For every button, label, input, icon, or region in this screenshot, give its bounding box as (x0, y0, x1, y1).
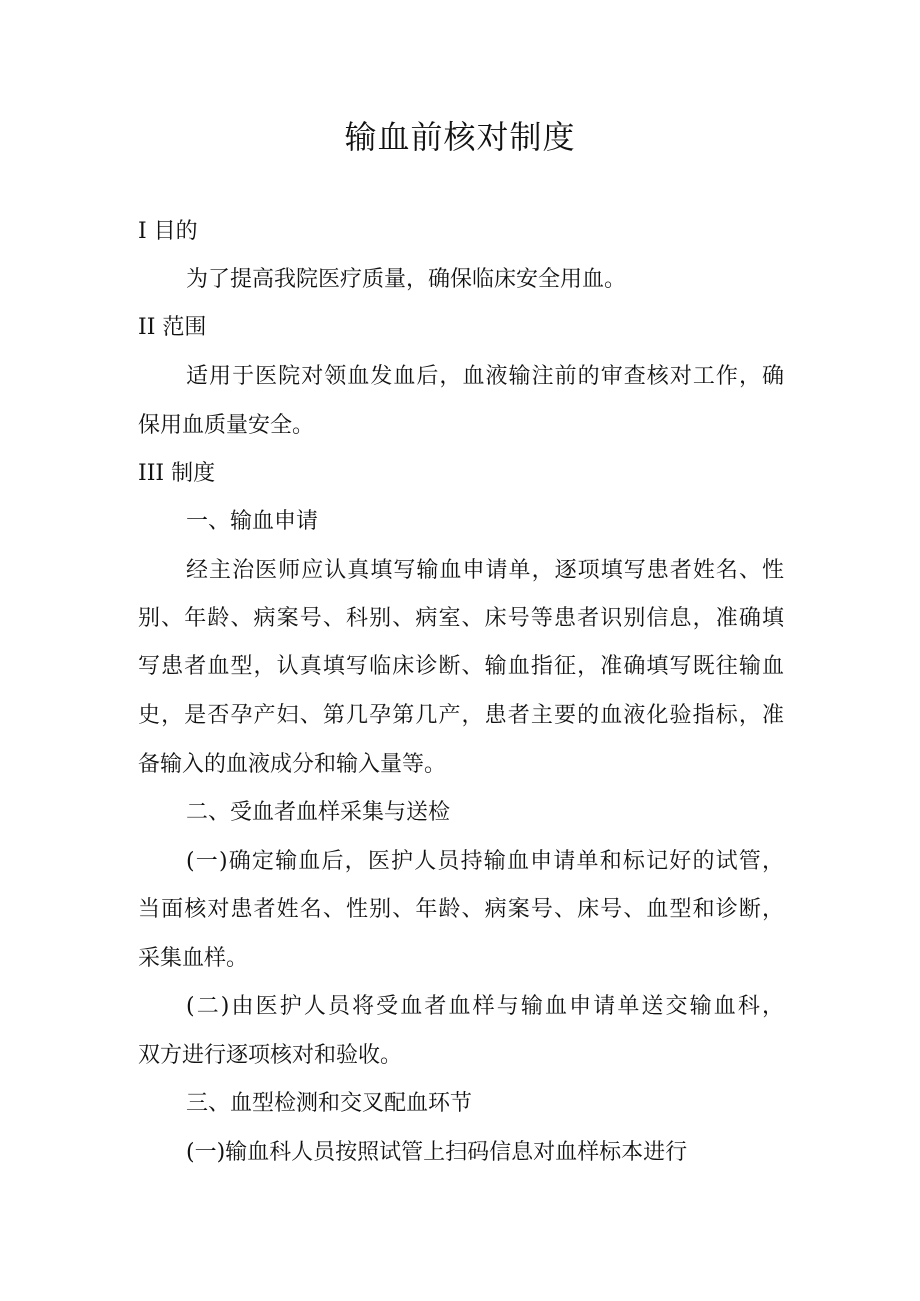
paragraph-scope-line: 保用血质量安全。 (138, 413, 315, 438)
document-title: 输血前核对制度 (344, 118, 576, 156)
paragraph-line: 双方进行逐项核对和验收。 (138, 1043, 403, 1068)
paragraph-line: 经主治医师应认真填写输血申请单，逐项填写患者姓名、性 (186, 558, 784, 583)
paragraph-line: 史，是否孕产妇、第几孕第几产，患者主要的血液化验指标，准 (138, 703, 784, 728)
paragraph-line: 当面核对患者姓名、性别、年龄、病案号、床号、血型和诊断， (138, 897, 784, 922)
subsection-heading-blood-typing: 三、血型检测和交叉配血环节 (186, 1091, 473, 1116)
section-heading-policy: III 制度 (138, 461, 216, 486)
paragraph-line: 采集血样。 (138, 946, 249, 971)
paragraph-purpose: 为了提高我院医疗质量，确保临床安全用血。 (186, 267, 627, 292)
paragraph-line: 别、年龄、病案号、科别、病室、床号等患者识别信息，准确填 (138, 606, 784, 631)
paragraph-line: 备输入的血液成分和输入量等。 (138, 752, 447, 777)
paragraph-scope-line: 适用于医院对领血发血后，血液输注前的审查核对工作，确 (186, 364, 784, 389)
paragraph-line: (二)由医护人员将受血者血样与输血申请单送交输血科， (186, 994, 784, 1019)
subsection-heading-transfusion-request: 一、输血申请 (186, 509, 319, 534)
paragraph-line: 写患者血型，认真填写临床诊断、输血指征，准确填写既往输血 (138, 654, 784, 679)
section-heading-purpose: I 目的 (138, 219, 198, 244)
section-heading-scope: II 范围 (138, 315, 207, 340)
paragraph-line: (一)输血科人员按照试管上扫码信息对血样标本进行 (186, 1140, 688, 1165)
subsection-heading-sample-collection: 二、受血者血样采集与送检 (186, 800, 451, 825)
paragraph-line: (一)确定输血后，医护人员持输血申请单和标记好的试管， (186, 849, 784, 874)
